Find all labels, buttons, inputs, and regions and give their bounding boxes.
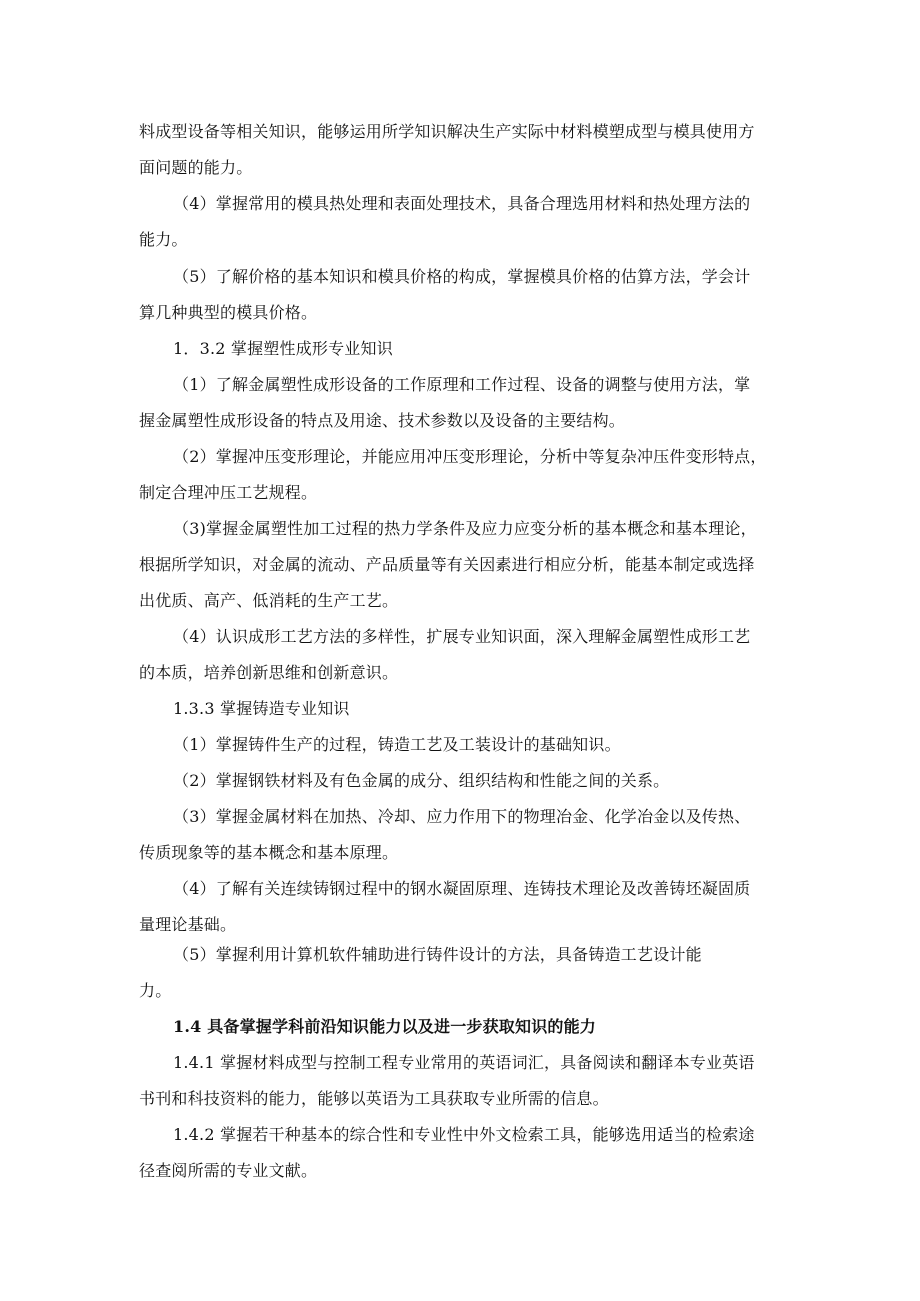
paragraph-line: （2）掌握钢铁材料及有色金属的成分、组织结构和性能之间的关系。 (173, 771, 670, 790)
paragraph-line: 量理论基础。 (139, 915, 237, 934)
paragraph-line: 书刊和科技资料的能力，能够以英语为工具获取专业所需的信息。 (139, 1089, 609, 1108)
paragraph-line: （1）了解金属塑性成形设备的工作原理和工作过程、设备的调整与使用方法，掌 (173, 375, 751, 394)
paragraph-line: 的本质，培养创新思维和创新意识。 (139, 663, 399, 682)
paragraph-line: （3)掌握金属塑性加工过程的热力学条件及应力应变分析的基本概念和基本理论， (173, 519, 757, 538)
paragraph-line: （1）掌握铸件生产的过程，铸造工艺及工装设计的基础知识。 (173, 735, 621, 754)
paragraph-line: 传质现象等的基本概念和基本原理。 (139, 843, 399, 862)
paragraph-line: 径查阅所需的专业文献。 (139, 1161, 318, 1180)
paragraph-line: （2）掌握冲压变形理论，并能应用冲压变形理论，分析中等复杂冲压件变形特点， (173, 447, 767, 466)
paragraph-line: 1.4.2 掌握若干种基本的综合性和专业性中外文检索工具，能够选用适当的检索途 (173, 1125, 755, 1144)
section-heading-1-3-2: 1．3.2 掌握塑性成形专业知识 (173, 339, 393, 358)
paragraph-line: 根据所学知识，对金属的流动、产品质量等有关因素进行相应分析，能基本制定或选择 (139, 555, 755, 574)
paragraph-line: 料成型设备等相关知识，能够运用所学知识解决生产实际中材料模塑成型与模具使用方 (139, 122, 755, 141)
paragraph-line: （4）认识成形工艺方法的多样性，扩展专业知识面，深入理解金属塑性成形工艺 (173, 627, 751, 646)
paragraph-line: 能力。 (139, 230, 188, 249)
paragraph-line: 力。 (139, 981, 172, 1000)
paragraph-line: 面问题的能力。 (139, 158, 253, 177)
paragraph-line: （4）了解有关连续铸钢过程中的钢水凝固原理、连铸技术理论及改善铸坯凝固质 (173, 879, 751, 898)
paragraph-line: （3）掌握金属材料在加热、冷却、应力作用下的物理冶金、化学冶金以及传热、 (173, 807, 751, 826)
paragraph-line: （5）掌握利用计算机软件辅助进行铸件设计的方法，具备铸造工艺设计能 (173, 945, 702, 964)
paragraph-line: （4）掌握常用的模具热处理和表面处理技术，具备合理选用材料和热处理方法的 (173, 194, 751, 213)
section-heading-1-4: 1.4 具备掌握学科前沿知识能力以及进一步获取知识的能力 (173, 1017, 597, 1036)
section-heading-1-3-3: 1.3.3 掌握铸造专业知识 (173, 699, 350, 718)
paragraph-line: 算几种典型的模具价格。 (139, 303, 318, 322)
paragraph-line: 握金属塑性成形设备的特点及用途、技术参数以及设备的主要结构。 (139, 411, 626, 430)
paragraph-line: （5）了解价格的基本知识和模具价格的构成，掌握模具价格的估算方法，学会计 (173, 267, 751, 286)
paragraph-line: 1.4.1 掌握材料成型与控制工程专业常用的英语词汇，具备阅读和翻译本专业英语 (173, 1053, 755, 1072)
paragraph-line: 制定合理冲压工艺规程。 (139, 483, 318, 502)
paragraph-line: 出优质、高产、低消耗的生产工艺。 (139, 591, 399, 610)
